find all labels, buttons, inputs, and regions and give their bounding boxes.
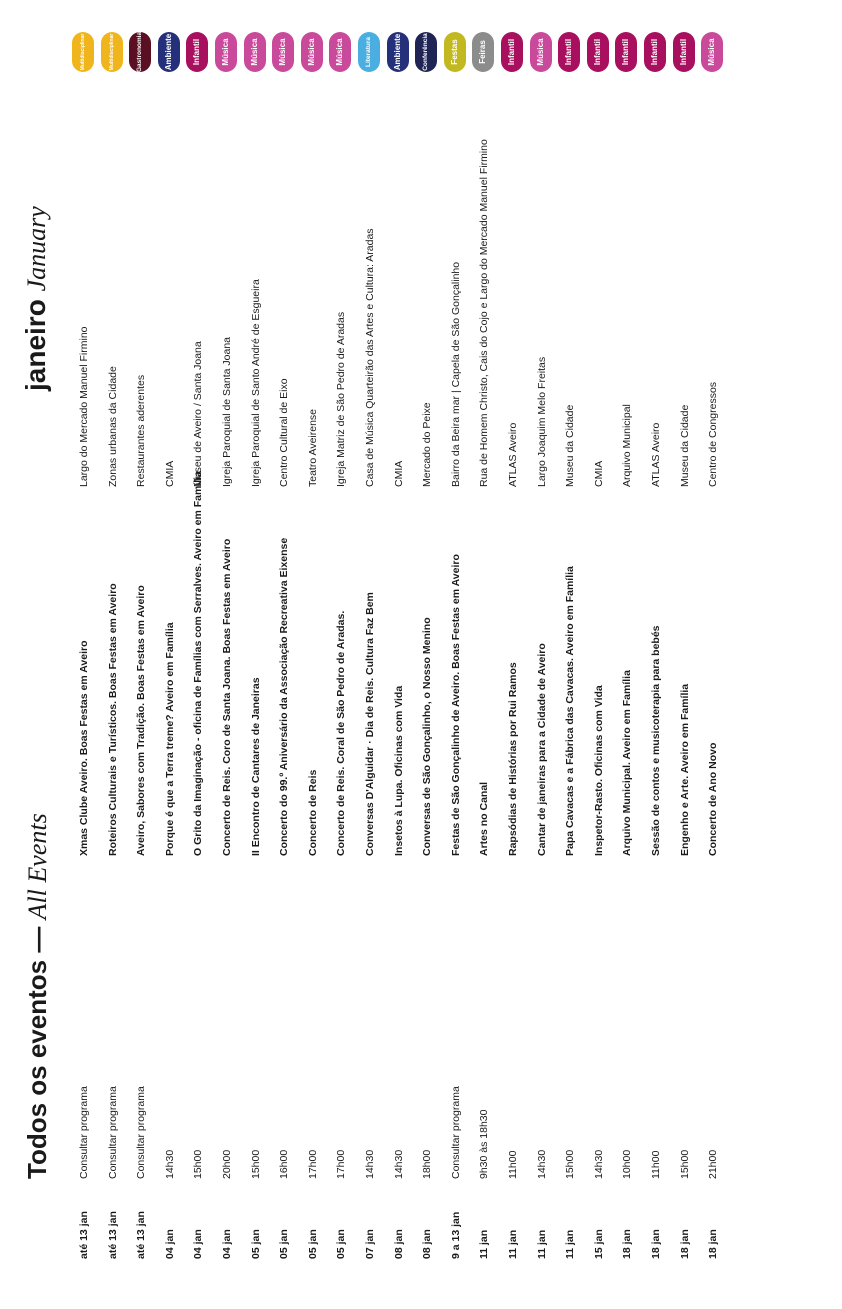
event-row xyxy=(99,0,127,1309)
event-row xyxy=(585,0,613,1309)
event-title: Cantar de janeiras para a Cidade de Aveiro xyxy=(535,643,548,856)
event-time: 21h00 xyxy=(707,1149,720,1179)
event-time: Consultar programa xyxy=(78,1086,90,1179)
event-title: Concerto de Reis. Coral de São Pedro de Aradas. xyxy=(335,610,348,856)
event-title: Inspetor-Rasto. Oficinas com Vida xyxy=(592,685,605,856)
event-row xyxy=(156,0,184,1309)
event-venue: Igreja Paroquial de Santa Joana xyxy=(221,336,233,487)
event-title: Rapsódias de Histórias por Rui Ramos xyxy=(507,662,519,856)
event-title: Concerto de Reis xyxy=(306,769,319,856)
category-badge: Música xyxy=(701,32,723,72)
event-title: Artes no Canal xyxy=(478,781,491,856)
event-row xyxy=(70,0,98,1309)
event-title: Arquivo Municipal. Aveiro em Família xyxy=(621,670,634,856)
event-row xyxy=(184,0,212,1309)
category-badge: Infantil xyxy=(501,32,523,72)
event-venue: Largo Joaquim Melo Freitas xyxy=(535,356,548,487)
event-title: Concerto de Reis. Coro de Santa Joana. Boas Festas em Aveiro xyxy=(221,538,233,856)
event-title: Conversas de São Gonçalinho, o Nosso Menino xyxy=(421,617,434,856)
event-venue: Rua de Homem Christo, Cais do Cojo e Largo do Mercado Manuel Firmino xyxy=(478,139,491,487)
event-row xyxy=(242,0,270,1309)
event-venue: Zonas urbanas da Cidade xyxy=(106,366,119,487)
event-row xyxy=(499,0,527,1309)
event-row xyxy=(127,0,155,1309)
category-badge: Multidisciplinar xyxy=(101,32,123,72)
event-time: 20h00 xyxy=(221,1149,233,1179)
category-badge: Música xyxy=(329,32,351,72)
event-title: Aveiro, Sabores com Tradição. Boas Festas em Aveiro xyxy=(135,585,148,856)
event-row xyxy=(385,0,413,1309)
event-date: até 13 jan xyxy=(78,1211,90,1259)
event-date: 07 jan xyxy=(364,1229,376,1259)
month-title-text: janeiro xyxy=(20,299,51,391)
event-row xyxy=(299,0,327,1309)
event-row xyxy=(556,0,584,1309)
event-row xyxy=(356,0,384,1309)
event-row xyxy=(413,0,441,1309)
event-time: 9h30 às 18h30 xyxy=(478,1109,491,1179)
category-badge: Feiras xyxy=(472,32,494,72)
event-time: Consultar programa xyxy=(106,1086,119,1179)
event-date: 11 jan xyxy=(535,1229,548,1259)
event-date: 18 jan xyxy=(707,1229,720,1259)
event-venue: Igreja Matriz de São Pedro de Aradas xyxy=(335,311,348,487)
event-time: 14h30 xyxy=(163,1149,176,1179)
category-badge: Infantil xyxy=(186,32,208,72)
event-venue: Restaurantes aderentes xyxy=(135,374,148,487)
event-title: Porque é que a Terra treme? Aveiro em Família xyxy=(163,622,176,856)
event-venue: Igreja Paroquial de Santo André de Esgueira xyxy=(249,279,262,487)
event-title: Insetos à Lupa. Oficinas com Vida xyxy=(392,685,405,856)
event-venue: Largo do Mercado Manuel Firmino xyxy=(78,326,90,487)
category-badge: Conferência xyxy=(415,32,437,72)
event-time: 14h30 xyxy=(392,1149,405,1179)
event-venue: Museu da Cidade xyxy=(678,404,691,487)
event-time: 11h00 xyxy=(650,1150,662,1179)
category-badge: Música xyxy=(530,32,552,72)
event-time: 11h00 xyxy=(507,1150,519,1179)
event-date: 11 jan xyxy=(564,1229,577,1259)
category-badge: Ambiente xyxy=(387,32,409,72)
page-title-english: All Events xyxy=(23,813,52,920)
category-badge: Literatura xyxy=(358,32,380,72)
event-title: Xmas Clube Aveiro. Boas Festas em Aveiro xyxy=(78,640,90,856)
event-date: até 13 jan xyxy=(106,1211,119,1259)
event-title: Sessão de contos e musicoterapia para bebés xyxy=(650,625,662,856)
event-time: 17h00 xyxy=(306,1149,319,1179)
page-title-dash: — xyxy=(22,919,52,960)
event-title: Papa Cavacas e a Fábrica das Cavacas. Aveiro em Família xyxy=(564,566,577,856)
event-title: Roteiros Culturais e Turísticos. Boas Festas em Aveiro xyxy=(106,583,119,856)
event-date: 05 jan xyxy=(306,1229,319,1259)
event-date: 05 jan xyxy=(278,1229,291,1259)
event-venue: Teatro Aveirense xyxy=(306,408,319,487)
event-date: 18 jan xyxy=(678,1229,691,1259)
event-title: II Encontro de Cantares de Janeiras xyxy=(249,677,262,856)
event-date: 04 jan xyxy=(163,1229,176,1259)
event-row xyxy=(528,0,556,1309)
event-date: 11 jan xyxy=(478,1229,491,1259)
event-time: 15h00 xyxy=(564,1149,577,1179)
event-date: 9 a 13 jan xyxy=(449,1211,462,1259)
event-time: 14h30 xyxy=(364,1149,376,1179)
event-time: 15h00 xyxy=(192,1149,205,1179)
event-date: 04 jan xyxy=(221,1229,233,1259)
event-time: 16h00 xyxy=(278,1149,291,1179)
page-title-text: Todos os eventos xyxy=(22,959,52,1179)
event-venue: Museu de Aveiro / Santa Joana xyxy=(192,341,205,487)
event-date: 18 jan xyxy=(650,1229,662,1259)
event-row xyxy=(671,0,699,1309)
event-date: 04 jan xyxy=(192,1229,205,1259)
event-venue: Museu da Cidade xyxy=(564,404,577,487)
event-row xyxy=(613,0,641,1309)
event-title: Concerto de Ano Novo xyxy=(707,742,720,856)
category-badge: Música xyxy=(244,32,266,72)
event-venue: Bairro da Beira mar | Capela de São Gonçalinho xyxy=(449,261,462,487)
category-badge: Ambiente xyxy=(158,32,180,72)
event-venue: CMIA xyxy=(592,460,605,487)
month-title-english: January xyxy=(22,206,51,292)
category-badge: Música xyxy=(301,32,323,72)
event-time: 14h30 xyxy=(592,1149,605,1179)
event-row xyxy=(642,0,670,1309)
event-date: 05 jan xyxy=(249,1229,262,1259)
event-title: O Grito da Imaginação - oficina de Famílias com Serralves. Aveiro em Família xyxy=(192,471,205,856)
event-date: 08 jan xyxy=(392,1229,405,1259)
category-badge: Música xyxy=(272,32,294,72)
event-date: 08 jan xyxy=(421,1229,434,1259)
category-badge: Infantil xyxy=(644,32,666,72)
event-row xyxy=(327,0,355,1309)
event-venue: Arquivo Municipal xyxy=(621,404,634,487)
event-time: Consultar programa xyxy=(135,1086,148,1179)
category-badge: Música xyxy=(215,32,237,72)
event-time: 17h00 xyxy=(335,1149,348,1179)
event-time: Consultar programa xyxy=(449,1086,462,1179)
page-title xyxy=(22,813,53,1179)
event-date: até 13 jan xyxy=(135,1211,148,1259)
category-badge: Multidisciplinar xyxy=(72,32,94,72)
event-venue: ATLAS Aveiro xyxy=(650,422,662,487)
event-venue: Centro Cultural de Eixo xyxy=(278,378,291,487)
event-row xyxy=(699,0,727,1309)
event-row xyxy=(442,0,470,1309)
event-date: 05 jan xyxy=(335,1229,348,1259)
event-date: 11 jan xyxy=(507,1229,519,1259)
event-venue: ATLAS Aveiro xyxy=(507,422,519,487)
category-badge: Gastronomia xyxy=(129,32,151,72)
event-row xyxy=(270,0,298,1309)
category-badge: Infantil xyxy=(587,32,609,72)
event-title: Conversas D'Alguidar · Dia de Reis. Cultura Faz Bem xyxy=(364,592,376,856)
event-time: 18h00 xyxy=(421,1149,434,1179)
event-title: Festas de São Gonçalinho de Aveiro. Boas Festas em Aveiro xyxy=(449,554,462,856)
event-row xyxy=(213,0,241,1309)
event-venue: CMIA xyxy=(392,460,405,487)
category-badge: Infantil xyxy=(673,32,695,72)
category-badge: Infantil xyxy=(615,32,637,72)
event-title: Concerto do 99.º Aniversário da Associação Recreativa Eixense xyxy=(278,537,291,856)
event-date: 18 jan xyxy=(621,1229,634,1259)
event-venue: CMIA xyxy=(163,460,176,487)
event-title: Engenho e Arte. Aveiro em Família xyxy=(678,683,691,856)
event-row xyxy=(470,0,498,1309)
event-date: 15 jan xyxy=(592,1229,605,1259)
event-venue: Centro de Congressos xyxy=(707,381,720,487)
month-title xyxy=(20,206,52,391)
event-time: 14h30 xyxy=(535,1149,548,1179)
event-venue: Mercado do Peixe xyxy=(421,402,434,487)
category-badge: Festas xyxy=(444,32,466,72)
event-time: 10h00 xyxy=(621,1149,634,1179)
category-badge: Infantil xyxy=(558,32,580,72)
event-time: 15h00 xyxy=(678,1149,691,1179)
event-venue: Casa de Música Quarteirão das Artes e Cultura: Aradas xyxy=(364,228,376,487)
event-time: 15h00 xyxy=(249,1149,262,1179)
